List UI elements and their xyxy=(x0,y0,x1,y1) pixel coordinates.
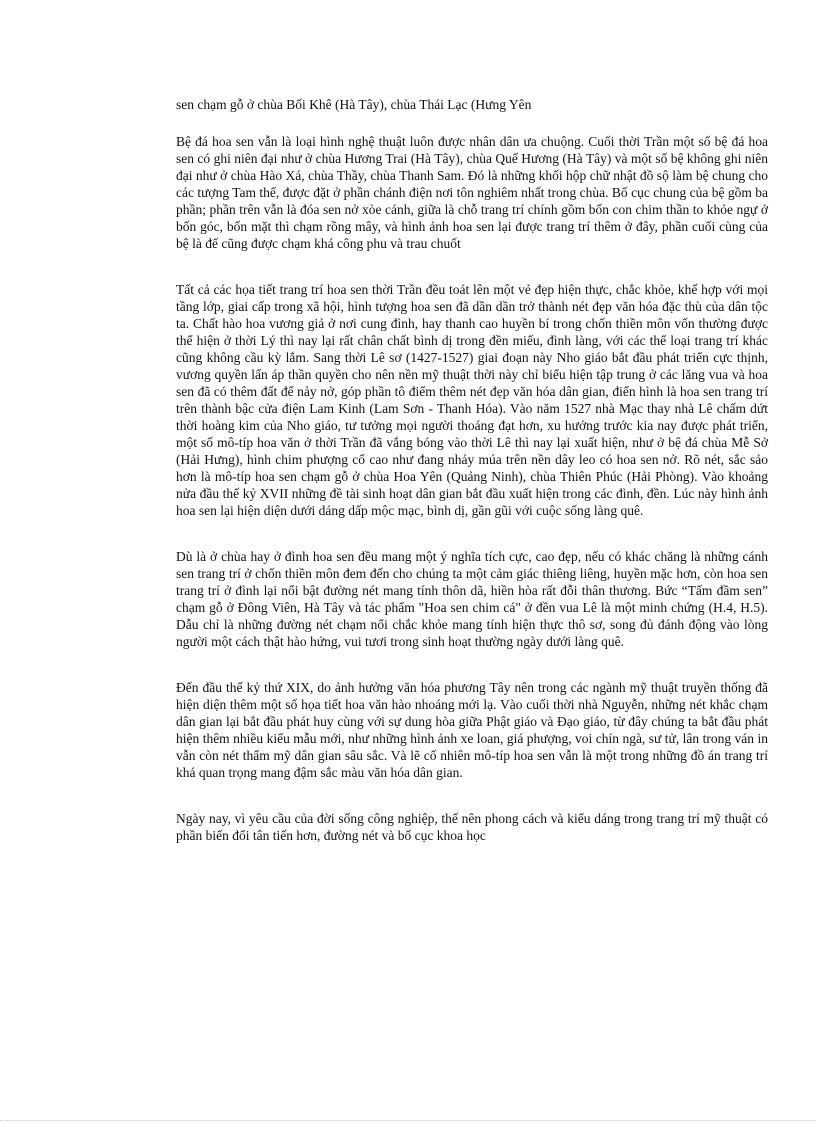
paragraph-6: Ngày nay, vì yêu cầu của đời sống công nghiệp, thế nên phong cách và kiểu dáng trong trang trí mỹ thuật có phần biến đổi tân tiến hơn, đường nét và bố cục khoa học xyxy=(176,811,768,843)
paragraph-3: Tất cả các họa tiết trang trí hoa sen thời Trần đều toát lên một vẻ đẹp hiện thực, chắc khỏe, khế hợp với mọi tầng lớp, giai cấp trong xã hội, hình tượng hoa sen đã dần dần trở thành nét đẹp văn hóa đặc thù của dân tộc ta. Chất hào hoa vương giả ở nơi cung đình, hay thanh cao huyền bí trong chốn thiền môn vốn thường được thể hiện ở thời Lý thì nay lại rất chân chất bình dị trong đền miếu, đình làng, với các thể loại trang trí khác cũng không cầu kỳ lắm. Sang thời Lê sơ (1427-1527) giai đoạn này Nho giáo bắt đầu phát triển cực thịnh, vương quyền lấn áp thần quyền cho nên nền mỹ thuật thời này chỉ biểu hiện tập trung ở các lăng vua và hoa sen đã có thêm đất để nảy nở, góp phần tô điểm thêm nét đẹp văn hóa dân gian, điển hình là hoa sen trang trí trên thành bậc cửa điện Lam Kinh (Lam Sơn - Thanh Hóa). Vào năm 1527 nhà Mạc thay nhà Lê chấm dứt thời hoàng kim của Nho giáo, tư tưởng mọi người thoáng đạt hơn, xu hướng trước kia nay được phát triển, một số mô-típ hoa văn ở thời Trần đã vắng bóng vào thời Lê thì nay lại xuất hiện, như ở bệ đá chùa Mễ Sở (Hải Hưng), hình chim phượng cổ cao như đang nhảy múa trên nền dây leo có hoa sen nở. Rõ nét, sắc sảo hơn là mô-típ hoa sen chạm gỗ ở chùa Hoa Yên (Quảng Ninh), chùa Thiên Phúc (Hải Phòng). Vào khoảng nửa đầu thế kỷ XVII những đề tài sinh hoạt dân gian bắt đầu xuất hiện trong các đình, đền. Lúc này hình ảnh hoa sen lại hiện diện dưới dáng dấp mộc mạc, bình dị, gần gũi với cuộc sống làng quê. xyxy=(176,282,768,518)
paragraph-2: Bệ đá hoa sen vẫn là loại hình nghệ thuật luôn được nhân dân ưa chuộng. Cuối thời Trần một số bệ đá hoa sen có ghi niên đại như ở chùa Hương Trai (Hà Tây), chùa Quế Hương (Hà Tây) và một số bệ không ghi niên đại như ở chùa Hào Xá, chùa Thầy, chùa Thanh Sam. Đó là những khối hộp chữ nhật đồ sộ làm bệ chung cho các tượng Tam thế, được đặt ở phần chánh điện nơi tôn nghiêm nhất trong chùa. Bố cục chung của bệ gồm ba phần; phần trên vẫn là đóa sen nở xòe cánh, giữa là chỗ trang trí chính gồm bốn con chim thần to khỏe ngự ở bốn góc, bốn mặt thì chạm rồng mây, và hình ảnh hoa sen lại được trang trí thêm ở đây, phần cuối cùng của bệ là đế cũng được chạm khá công phu và trau chuốt xyxy=(176,134,768,251)
paragraph-1: sen chạm gỗ ở chùa Bối Khê (Hà Tây), chùa Thái Lạc (Hưng Yên xyxy=(176,97,532,112)
page-bottom-edge xyxy=(0,1120,816,1121)
paragraph-5: Đến đầu thế kỷ thứ XIX, do ảnh hưởng văn hóa phương Tây nên trong các ngành mỹ thuật truyền thống đã hiện diện thêm một số họa tiết hoa văn hào nhoáng mới lạ. Vào cuối thời nhà Nguyễn, những nét khắc chạm dân gian lại bắt đầu phát huy cùng với sự dung hòa giữa Phật giáo và Đạo giáo, từ đây chúng ta bắt đầu phát hiện thêm nhiều kiểu mẫu mới, như những hình ảnh xe loan, giá phượng, voi chín ngà, sư tử, lân trong ván in vẫn còn nét thẩm mỹ dân gian sâu sắc. Và lẽ cố nhiên mô-típ hoa sen vẫn là một trong những đồ án trang trí khá quan trọng mang đậm sắc màu văn hóa dân gian. xyxy=(176,680,768,780)
document-body xyxy=(176,96,768,873)
paragraph-4: Dù là ở chùa hay ở đình hoa sen đều mang một ý nghĩa tích cực, cao đẹp, nếu có khác chăng là những cánh sen trang trí ở chốn thiền môn đem đến cho chúng ta một cảm giác thiêng liêng, huyền mặc hơn, còn hoa sen trang trí ở đình lại nổi bật đường nét mang tính thôn dã, hiền hòa rất đỗi thân thương. Bức “Tấm đầm sen” chạm gỗ ở Đông Viên, Hà Tây và tác phẩm "Hoa sen chim cá" ở đền vua Lê là một minh chứng (H.4, H.5). Dẫu chỉ là những đường nét chạm nổi chắc khỏe mang tính hiện thực thô sơ, song đủ đánh động vào lòng người một cách thật hào hứng, vui tươi trong sinh hoạt thường ngày dưới làng quê. xyxy=(176,549,768,649)
